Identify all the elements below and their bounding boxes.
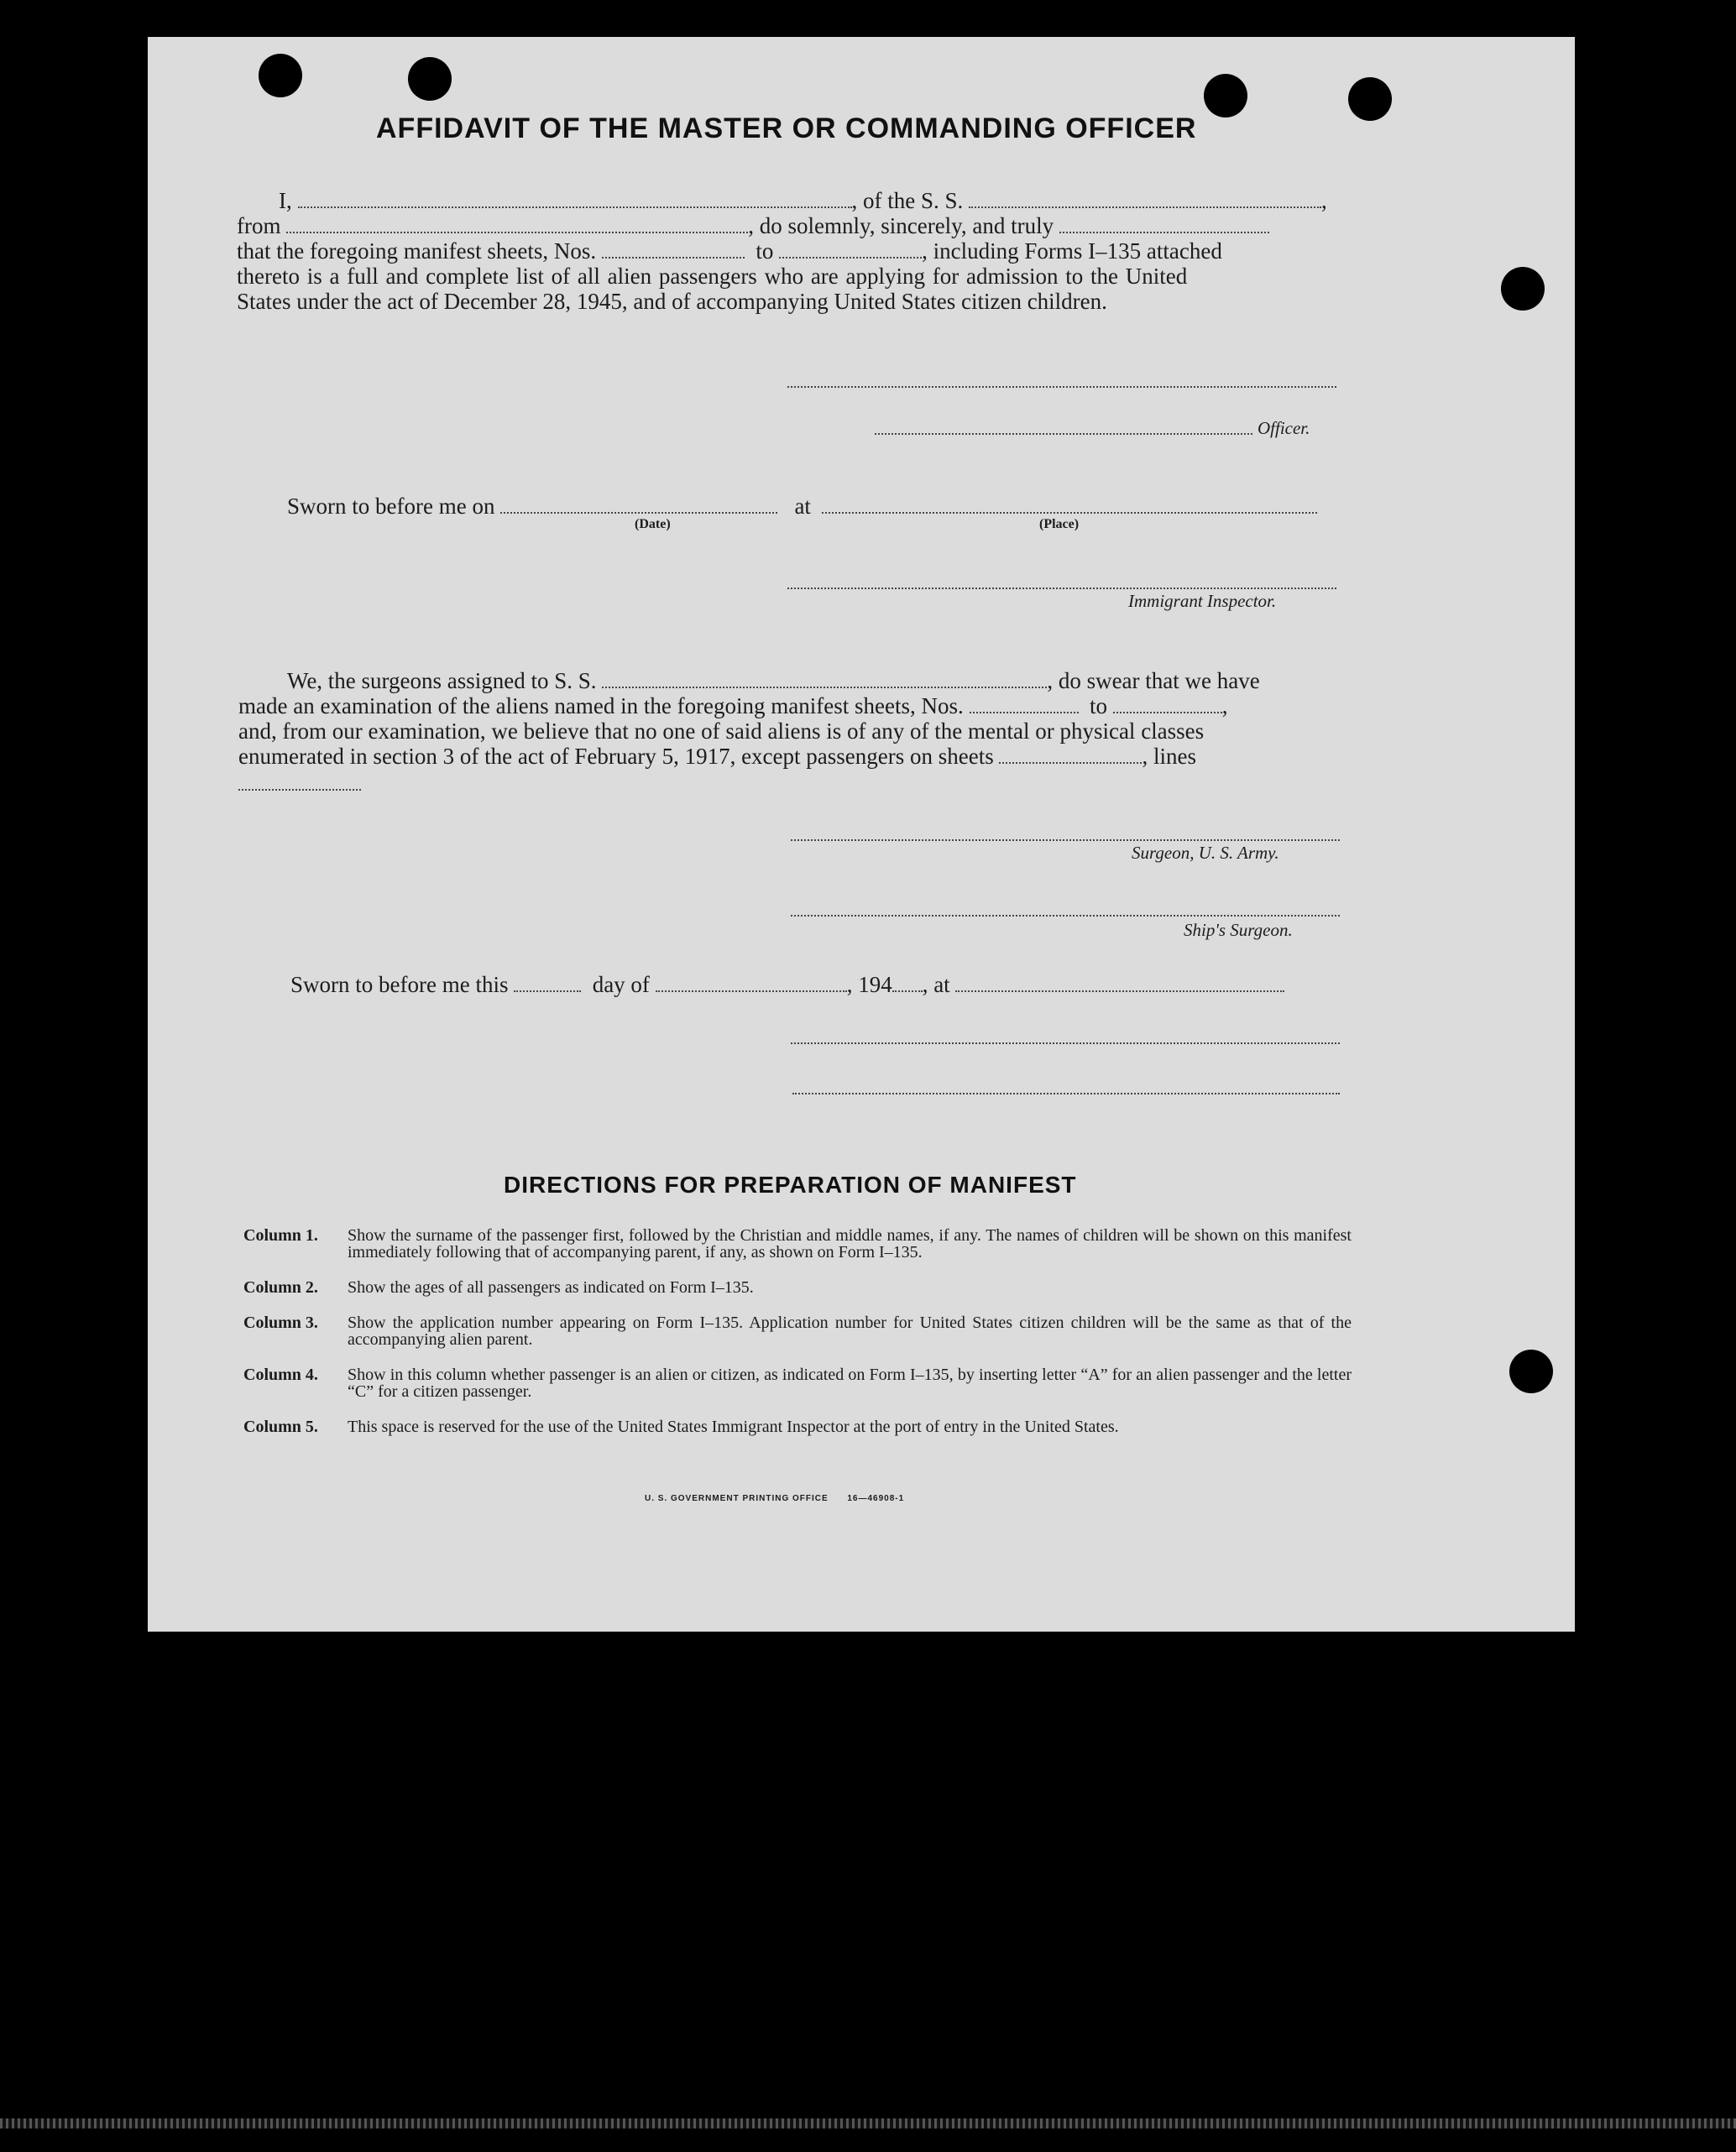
officer-label: Officer. bbox=[1258, 418, 1310, 438]
affidavit-line-2: from , do solemnly, sincerely, and truly bbox=[237, 213, 1269, 238]
surgeons-line-3: and, from our examination, we believe that no one of said aliens is of any of the mental or physical classes bbox=[238, 718, 1205, 744]
inspector-signature-line[interactable] bbox=[787, 588, 1336, 589]
ship-surgeon-label: Ship's Surgeon. bbox=[1184, 920, 1293, 940]
surgeon-ship-field[interactable] bbox=[602, 670, 1047, 688]
punch-hole bbox=[259, 54, 302, 97]
army-surgeon-label: Surgeon, U. S. Army. bbox=[1132, 843, 1279, 863]
direction-item bbox=[243, 1366, 1352, 1400]
place-field[interactable] bbox=[822, 495, 1317, 514]
signature-line[interactable] bbox=[787, 386, 1336, 388]
army-surgeon-signature-line[interactable] bbox=[791, 839, 1340, 841]
surgeons-line-1: We, the surgeons assigned to S. S. , do swear that we have bbox=[287, 668, 1260, 693]
sheet-to-field[interactable] bbox=[779, 240, 922, 259]
direction-item bbox=[243, 1418, 1352, 1435]
officer-signature-line[interactable] bbox=[875, 433, 1252, 435]
swear-field[interactable] bbox=[1059, 215, 1269, 233]
from-field[interactable] bbox=[286, 215, 748, 233]
direction-label: Column 2. bbox=[243, 1278, 318, 1297]
exam-from-field[interactable] bbox=[970, 695, 1079, 713]
surgeons-line-4: enumerated in section 3 of the act of February 5, 1917, except passengers on sheets , lines bbox=[238, 744, 1196, 769]
punch-hole bbox=[408, 57, 452, 101]
direction-label: Column 3. bbox=[243, 1314, 318, 1332]
at-field[interactable] bbox=[955, 974, 1284, 992]
except-sheets-field[interactable] bbox=[999, 745, 1142, 764]
date-caption: (Date) bbox=[635, 517, 671, 531]
month-field[interactable] bbox=[656, 974, 847, 992]
direction-text: This space is reserved for the use of the United States Immigrant Inspector at the port of entry in the United States. bbox=[348, 1418, 1119, 1436]
surgeons-line-2: made an examination of the aliens named in the foregoing manifest sheets, Nos. to , bbox=[238, 693, 1228, 718]
affidavit-title: AFFIDAVIT OF THE MASTER OR COMMANDING OFFICER bbox=[376, 112, 1197, 144]
ship-surgeon-signature-line[interactable] bbox=[791, 915, 1340, 917]
direction-item bbox=[243, 1227, 1352, 1261]
affidavit-line-1: I, , of the S. S. , bbox=[279, 188, 1327, 213]
sworn-line: Sworn to before me on at bbox=[287, 494, 1317, 519]
direction-label: Column 5. bbox=[243, 1418, 318, 1436]
affidavit-line-5: States under the act of December 28, 1945, and of accompanying United States citizen children. bbox=[237, 289, 1107, 314]
name-field[interactable] bbox=[298, 190, 852, 208]
punch-hole bbox=[1501, 267, 1545, 311]
place-caption: (Place) bbox=[1039, 517, 1080, 531]
exam-to-field[interactable] bbox=[1113, 695, 1222, 713]
directions-title: DIRECTIONS FOR PREPARATION OF MANIFEST bbox=[504, 1172, 1077, 1198]
affidavit-line-4: thereto is a full and complete list of all alien passengers who are applying for admission to the United bbox=[237, 264, 1188, 289]
punch-hole bbox=[1204, 74, 1247, 118]
direction-text: Show the surname of the passenger first, followed by the Christian and middle names, if any. The names of children will be shown on this manifest immediately following that of accompanying parent, if any, as shown on Form I–135. bbox=[348, 1226, 1352, 1261]
affidavit-line-3: that the foregoing manifest sheets, Nos. to , including Forms I–135 attached bbox=[237, 238, 1222, 264]
date-field[interactable] bbox=[500, 495, 777, 514]
direction-label: Column 4. bbox=[243, 1366, 318, 1384]
direction-text: Show the ages of all passengers as indicated on Form I–135. bbox=[348, 1278, 754, 1297]
direction-text: Show in this column whether passenger is an alien or citizen, as indicated on Form I–135, by inserting letter “A” for an alien passenger and the letter “C” for a citizen passenger. bbox=[348, 1366, 1352, 1401]
ship-field[interactable] bbox=[969, 190, 1321, 208]
year-field[interactable] bbox=[892, 974, 923, 992]
direction-label: Column 1. bbox=[243, 1226, 318, 1245]
sheet-from-field[interactable] bbox=[602, 240, 745, 259]
punch-hole bbox=[1509, 1350, 1553, 1393]
directions-list bbox=[243, 1227, 1352, 1435]
day-field[interactable] bbox=[514, 974, 581, 992]
direction-item bbox=[243, 1314, 1352, 1348]
printer-imprint: U. S. GOVERNMENT PRINTING OFFICE 16—46908-1 bbox=[645, 1494, 905, 1503]
punch-hole bbox=[1348, 77, 1392, 121]
witness-line-2[interactable] bbox=[792, 1093, 1340, 1094]
direction-item bbox=[243, 1279, 1352, 1296]
direction-text: Show the application number appearing on Form I–135. Application number for United States citizen children will be the same as that of the accompanying alien parent. bbox=[348, 1314, 1352, 1349]
witness-line-1[interactable] bbox=[791, 1042, 1340, 1044]
sworn-second-line: Sworn to before me this day of , 194 , at bbox=[290, 972, 1284, 997]
lines-field[interactable] bbox=[238, 789, 361, 791]
inspector-label: Immigrant Inspector. bbox=[1128, 591, 1277, 611]
scan-edge bbox=[0, 2118, 1736, 2128]
form-sheet bbox=[148, 37, 1575, 1632]
